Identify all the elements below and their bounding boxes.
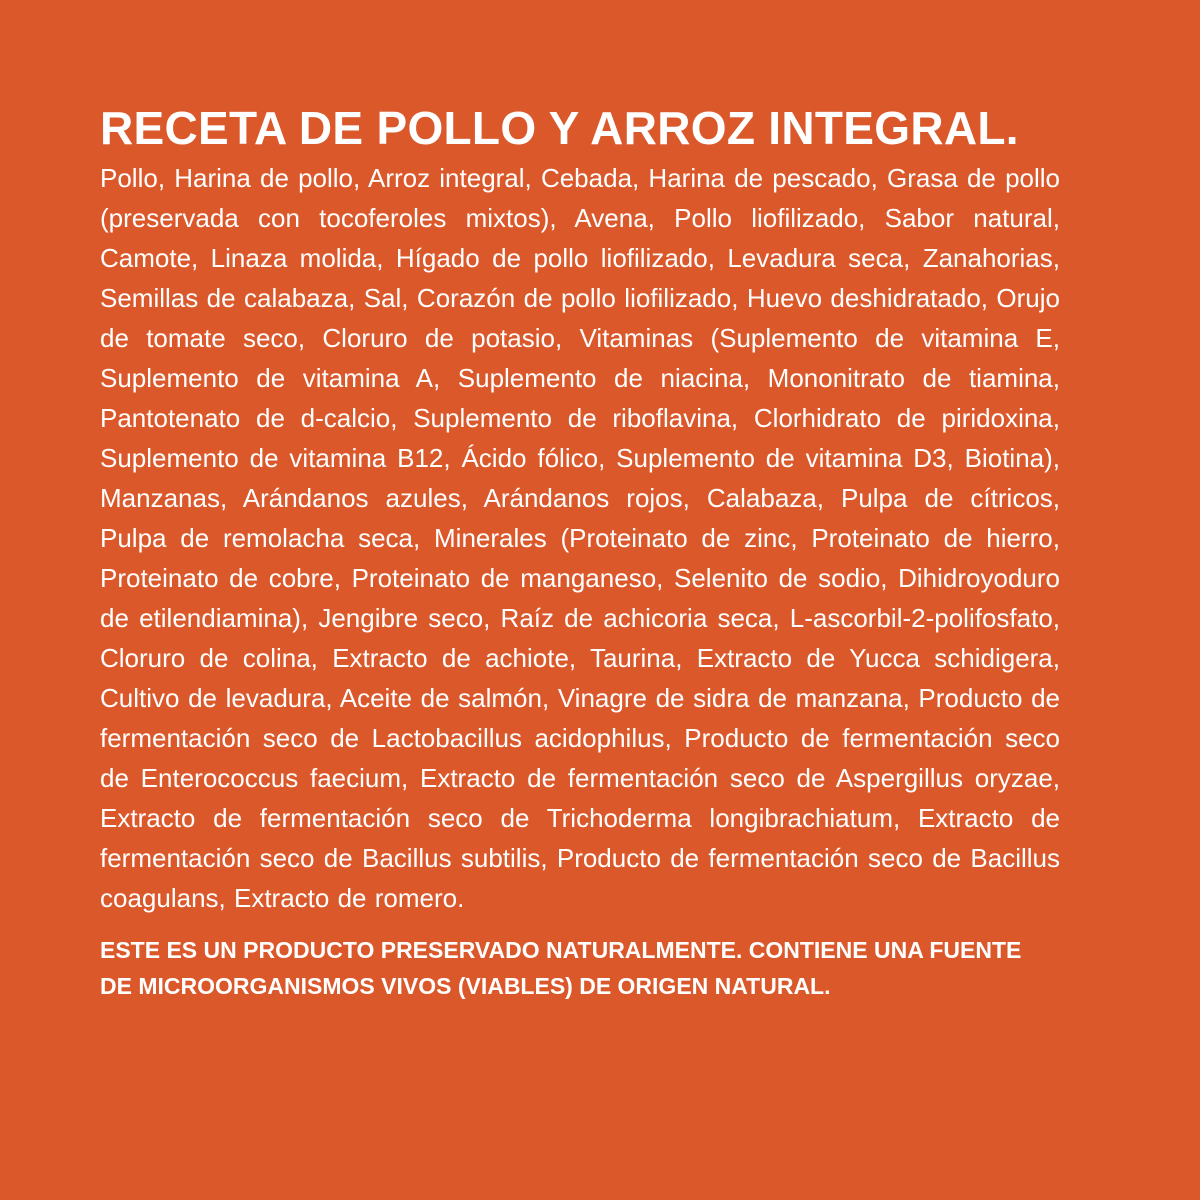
recipe-panel	[100, 100, 1060, 1004]
recipe-title: RECETA DE POLLO Y ARROZ INTEGRAL.	[100, 102, 1019, 154]
preservation-notice: ESTE ES UN PRODUCTO PRESERVADO NATURALMENTE. CONTIENE UNA FUENTE DE MICROORGANISMOS VIVOS (VIABLES) DE ORIGEN NATURAL.	[100, 937, 1022, 999]
ingredients-list: Pollo, Harina de pollo, Arroz integral, Cebada, Harina de pescado, Grasa de pollo (preservada con tocoferoles mixtos), Avena, Pollo liofilizado, Sabor natural, Camote, Linaza molida, Hígado de pollo liofilizado, Levadura seca, Zanahorias, Semillas de calabaza, Sal, Corazón de pollo liofilizado, Huevo deshidratado, Orujo de tomate seco, Cloruro de potasio, Vitaminas (Suplemento de vitamina E, Suplemento de vitamina A, Suplemento de niacina, Mononitrato de tiamina, Pantotenato de d-calcio, Suplemento de riboflavina, Clorhidrato de piridoxina, Suplemento de vitamina B12, Ácido fólico, Suplemento de vitamina D3, Biotina), Manzanas, Arándanos azules, Arándanos rojos, Calabaza, Pulpa de cítricos, Pulpa de remolacha seca, Minerales (Proteinato de zinc, Proteinato de hierro, Proteinato de cobre, Proteinato de manganeso, Selenito de sodio, Dihidroyoduro de etilendiamina), Jengibre seco, Raíz de achicoria seca, L-ascorbil-2-polifosfato, Cloruro de colina, Extracto de achiote, Taurina, Extracto de Yucca schidigera, Cultivo de levadura, Aceite de salmón, Vinagre de sidra de manzana, Producto de fermentación seco de Lactobacillus acidophilus, Producto de fermentación seco de Enterococcus faecium, Extracto de fermentación seco de Aspergillus oryzae, Extracto de fermentación seco de Trichoderma longibrachiatum, Extracto de fermentación seco de Bacillus subtilis, Producto de fermentación seco de Bacillus coagulans, Extracto de romero.	[100, 163, 1060, 913]
